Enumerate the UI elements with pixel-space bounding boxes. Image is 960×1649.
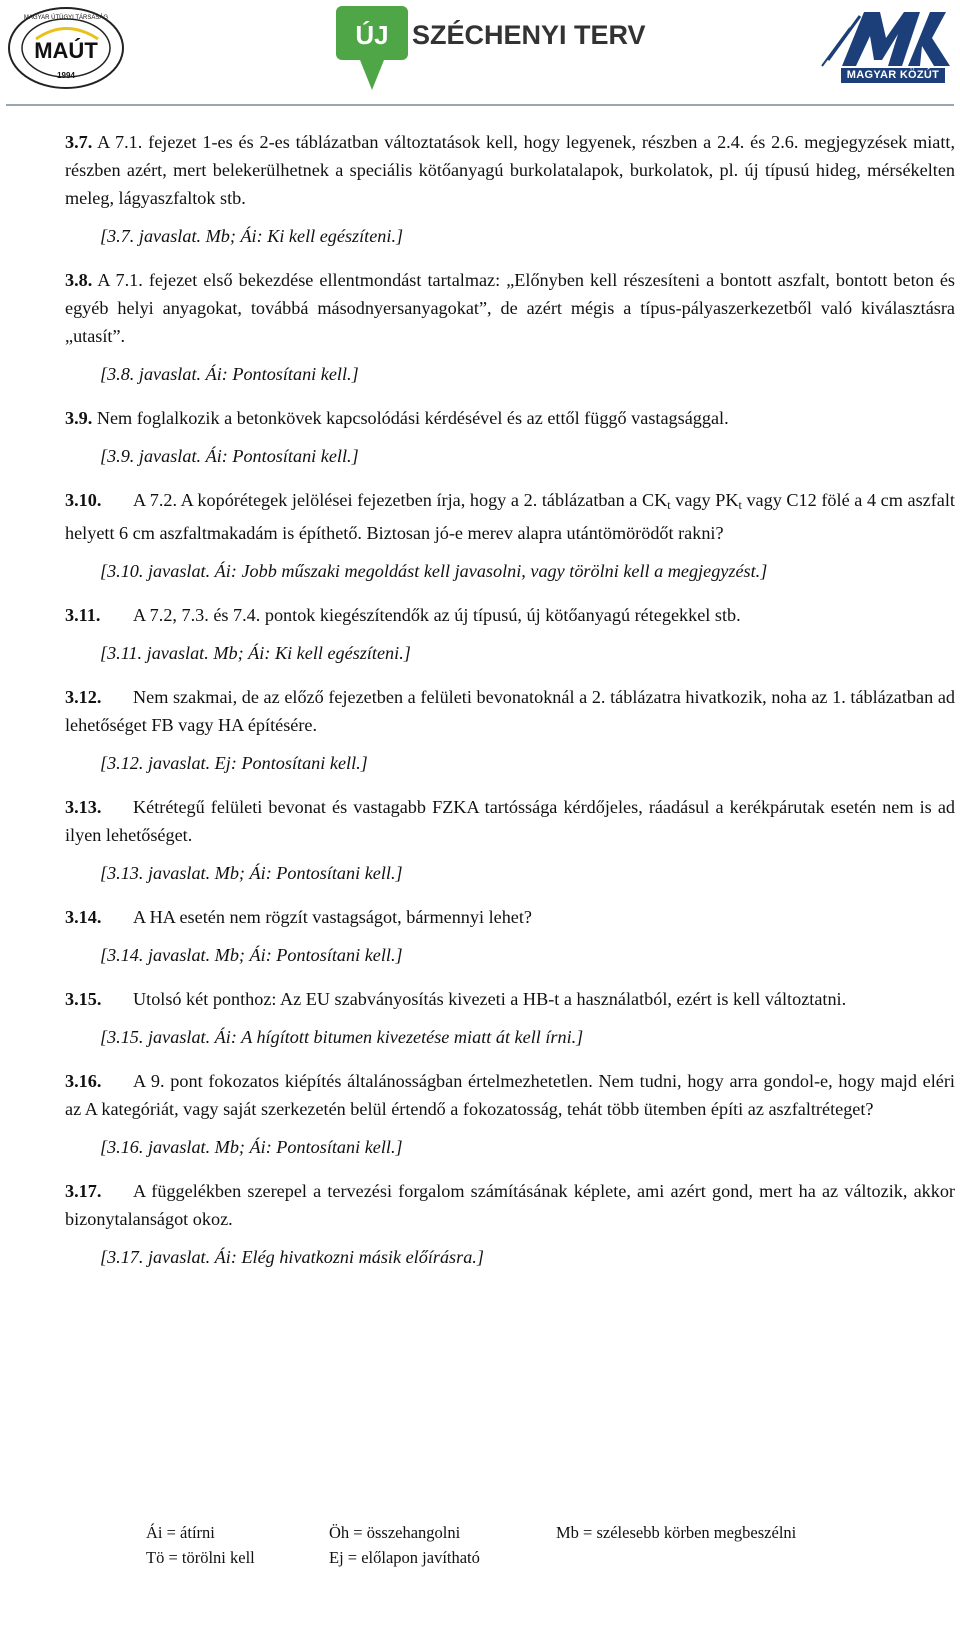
item-number: 3.14. <box>65 907 102 927</box>
magyar-kozut-label: MAGYAR KÖZÚT <box>841 68 945 83</box>
recommendation-3-13: [3.13. javaslat. Mb; Ái: Pontosítani kell.] <box>100 863 403 883</box>
recommendation-3-10: [3.10. javaslat. Ái: Jobb műszaki megoldást kell javasolni, vagy törölni kell a megjegyzést.] <box>100 561 768 581</box>
item-text: Nem foglalkozik a betonkövek kapcsolódási kérdésével és az ettől függő vastagsággal. <box>96 408 729 428</box>
item-number: 3.15. <box>65 989 102 1009</box>
maut-logo-year: 1994 <box>57 71 75 80</box>
recommendation-3-12: [3.12. javaslat. Ej: Pontosítani kell.] <box>100 753 368 773</box>
szechenyi-logo-prefix: ÚJ <box>355 20 389 50</box>
item-number: 3.11. <box>65 605 101 625</box>
legend-ai: Ái = átírni <box>146 1523 215 1542</box>
item-number: 3.7. <box>65 132 93 152</box>
legend-to: Tö = törölni kell <box>146 1548 255 1567</box>
recommendation-3-7: [3.7. javaslat. Mb; Ái: Ki kell egészíteni.] <box>100 226 404 246</box>
item-number: 3.9. <box>65 408 93 428</box>
item-number: 3.8. <box>65 270 93 290</box>
item-text: Utolsó két ponthoz: Az EU szabványosítás kivezeti a HB-t a használatból, ezért is kell változtatni. <box>133 989 847 1009</box>
item-text: A 9. pont fokozatos kiépítés általánosságban értelmezhetetlen. Nem tudni, hogy arra gondol-e, hogy majd eléri az A kategóriát, vagy saját szerkezetén belül értendő a fokozatosság, tehát több ütemben építi az aszfaltréteget? <box>65 1071 955 1119</box>
item-3-9 <box>65 404 955 432</box>
recommendation-3-17: [3.17. javaslat. Ái: Elég hivatkozni másik előírásra.] <box>100 1247 484 1267</box>
item-text: A 7.1. fejezet első bekezdése ellentmondást tartalmaz: „Előnyben kell részesíteni a bontott aszfalt, bontott beton és egyéb helyi anyagokat, továbbá másodnyersanyagokat”, de azért mégis a típus-pályaszerkezetből való kiválasztásra „utasít”. <box>65 270 956 346</box>
header-divider <box>6 104 954 106</box>
legend-oh: Öh = összehangolni <box>329 1523 461 1542</box>
document-body <box>65 128 955 1271</box>
item-3-7 <box>65 128 955 212</box>
item-text: Nem szakmai, de az előző fejezetben a felületi bevonatoknál a 2. táblázatra hivatkozik, noha az 1. táblázatban ad lehetőséget FB vagy HA építésére. <box>65 687 955 735</box>
page-header <box>0 0 960 105</box>
item-3-15 <box>65 985 955 1013</box>
legend-column-2 <box>329 1520 480 1570</box>
maut-logo <box>6 6 134 90</box>
item-text: A 7.1. fejezet 1-es és 2-es táblázatban változtatások kell, hogy legyenek, részben a 2.4. és 2.6. megjegyzések miatt, részben azért, mert belekerülhetnek a speciális kötőanyagú burkolatalapok, burkolatok, pl. új típusú hideg, mérsékelten meleg, lágyaszfaltok stb. <box>65 132 955 208</box>
recommendation-3-14: [3.14. javaslat. Mb; Ái: Pontosítani kell.] <box>100 945 403 965</box>
recommendation-3-9: [3.9. javaslat. Ái: Pontosítani kell.] <box>100 446 359 466</box>
item-text: A 7.2, 7.3. és 7.4. pontok kiegészítendők az új típusú, új kötőanyagú rétegekkel stb. <box>133 605 741 625</box>
item-number: 3.16. <box>65 1071 102 1091</box>
item-number: 3.17. <box>65 1181 102 1201</box>
item-number: 3.12. <box>65 687 102 707</box>
item-3-17 <box>65 1177 955 1233</box>
item-number: 3.10. <box>65 490 102 510</box>
item-3-10 <box>65 486 955 547</box>
maut-logo-name: MAÚT <box>34 38 98 63</box>
recommendation-3-8: [3.8. javaslat. Ái: Pontosítani kell.] <box>100 364 359 384</box>
item-text: A 7.2. A kopórétegek jelölései fejezetben írja, hogy a 2. táblázatban a $CK_t$ vagy $PK_t$ vagy C12 fölé a 4 cm aszfalt helyett 6 cm aszfaltmakadám is építhető. Biztosan jó-e merev alapra utántömörödőt rakni? <box>65 490 955 543</box>
item-text: Kétrétegű felületi bevonat és vastagabb FZKA tartóssága kérdőjeles, ráadásul a kerékpárutak esetén nem is ad ilyen lehetőséget. <box>65 797 955 845</box>
item-3-12 <box>65 683 955 739</box>
szechenyi-terv-logo <box>330 0 660 95</box>
item-3-16 <box>65 1067 955 1123</box>
recommendation-3-11: [3.11. javaslat. Mb; Ái: Ki kell egészíteni.] <box>100 643 411 663</box>
item-number: 3.13. <box>65 797 102 817</box>
legend-column-1 <box>146 1520 255 1570</box>
item-3-14 <box>65 903 955 931</box>
maut-logo-ring-text: MAGYAR ÚTÜGYI TÁRSASÁG <box>23 15 109 21</box>
recommendation-3-16: [3.16. javaslat. Mb; Ái: Pontosítani kell.] <box>100 1137 403 1157</box>
item-3-8 <box>65 266 955 350</box>
item-text: A függelékben szerepel a tervezési forgalom számításának képlete, ami azért gond, mert ha az változik, akkor bizonytalanságot okoz. <box>65 1181 955 1229</box>
legend-column-3 <box>556 1520 796 1545</box>
legend-mb: Mb = szélesebb körben megbeszélni <box>556 1523 797 1542</box>
recommendation-3-15: [3.15. javaslat. Ái: A hígított bitumen kivezetése miatt át kell írni.] <box>100 1027 584 1047</box>
item-3-11 <box>65 601 955 629</box>
item-text: A HA esetén nem rögzít vastagságot, bármennyi lehet? <box>133 907 532 927</box>
item-3-13 <box>65 793 955 849</box>
legend-ej: Ej = előlapon javítható <box>329 1548 480 1567</box>
szechenyi-logo-title: SZÉCHENYI TERV <box>412 20 646 50</box>
